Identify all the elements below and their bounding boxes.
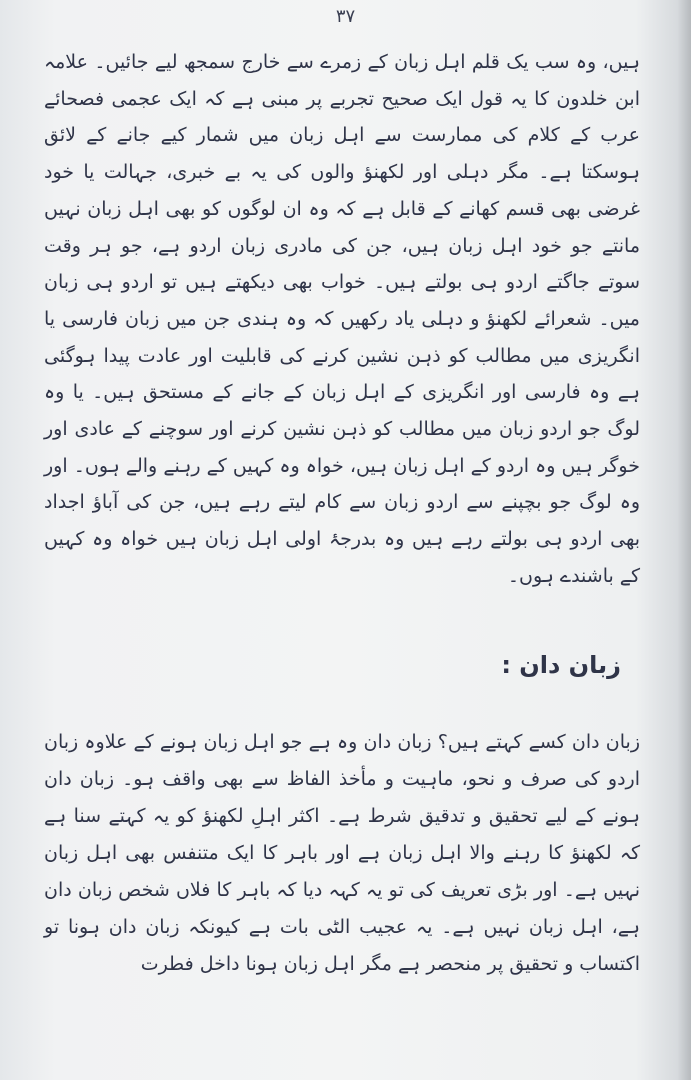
section-paragraph: زبان دان کسے کہتے ہیں؟ زبان دان وہ ہے جو اہل زبان ہونے کے علاوہ زبان اردو کی صرف و نحو، ماہیت و مأخذ الفاظ سے بھی واقف ہو۔ زبان دان ہونے کے لیے تحقیق و تدقیق شرط ہے۔ اکثر اہلِ لکھنؤ کو یہ کہتے سنا ہے کہ لکھنؤ کا رہنے والا اہل زبان ہے اور باہر کا ایک متنفس بھی اہل زبان نہیں ہے۔ اور بڑی تعریف کی تو یہ کہہ دیا کہ باہر کا فلاں شخص زبان دان ہے، اہل زبان نہیں ہے۔ یہ عجیب الٹی بات ہے کیونکہ زبان دان ہونا تو اکتساب و تحقیق پر منحصر ہے مگر اہل زبان ہونا داخل فطرت [44, 731, 640, 975]
body-paragraph: ہیں، وہ سب یک قلم اہل زبان کے زمرے سے خارج سمجھ لیے جائیں۔ علامہ ابن خلدون کا یہ قول ایک صحیح تجربے پر مبنی ہے کہ ایک عجمی فصحائے عرب کے کلام کی ممارست سے اہل زبان میں شمار کیے جانے کے لائق ہوسکتا ہے۔ مگر دہلی اور لکھنؤ والوں کی یہ بے خبری، جہالت یا خود غرضی بھی قسم کھانے کے قابل ہے کہ وہ ان لوگوں کو بھی اہل زبان نہیں مانتے جو خود اہل زبان ہیں، جن کی مادری زبان اردو ہے، جو ہر وقت سوتے جاگتے اردو ہی بولتے ہیں۔ خواب بھی دیکھتے ہیں تو اردو ہی زبان میں۔ شعرائے لکھنؤ و دہلی یاد رکھیں کہ وہ ہندی جن میں زبان فارسی یا انگریزی میں مطالب کو ذہن نشین کرنے کی قابلیت اور عادت پیدا ہوگئی ہے وہ فارسی اور انگریزی کے اہل زبان کے جانے کے مستحق ہیں۔ یا وہ لوگ جو اردو زبان میں مطالب کو ذہن نشین کرنے اور سوچنے کے عادی اور خوگر ہیں وہ اردو کے اہل زبان ہیں، خواہ وہ کہیں کے رہنے والے ہوں۔ اور وہ لوگ جو بچپنے سے اردو زبان سے کام لیتے رہے ہیں، جن کی آباؤ اجداد بھی اردو ہی بولتے رہے ہیں وہ بدرجۂ اولی اہل زبان ہیں خواہ وہ کہیں کے باشندے ہوں۔ [44, 51, 640, 587]
page-edge-shadow [677, 0, 691, 1080]
section-heading: زبان دان : [501, 651, 621, 679]
page-number: ٣٧ [335, 6, 356, 27]
